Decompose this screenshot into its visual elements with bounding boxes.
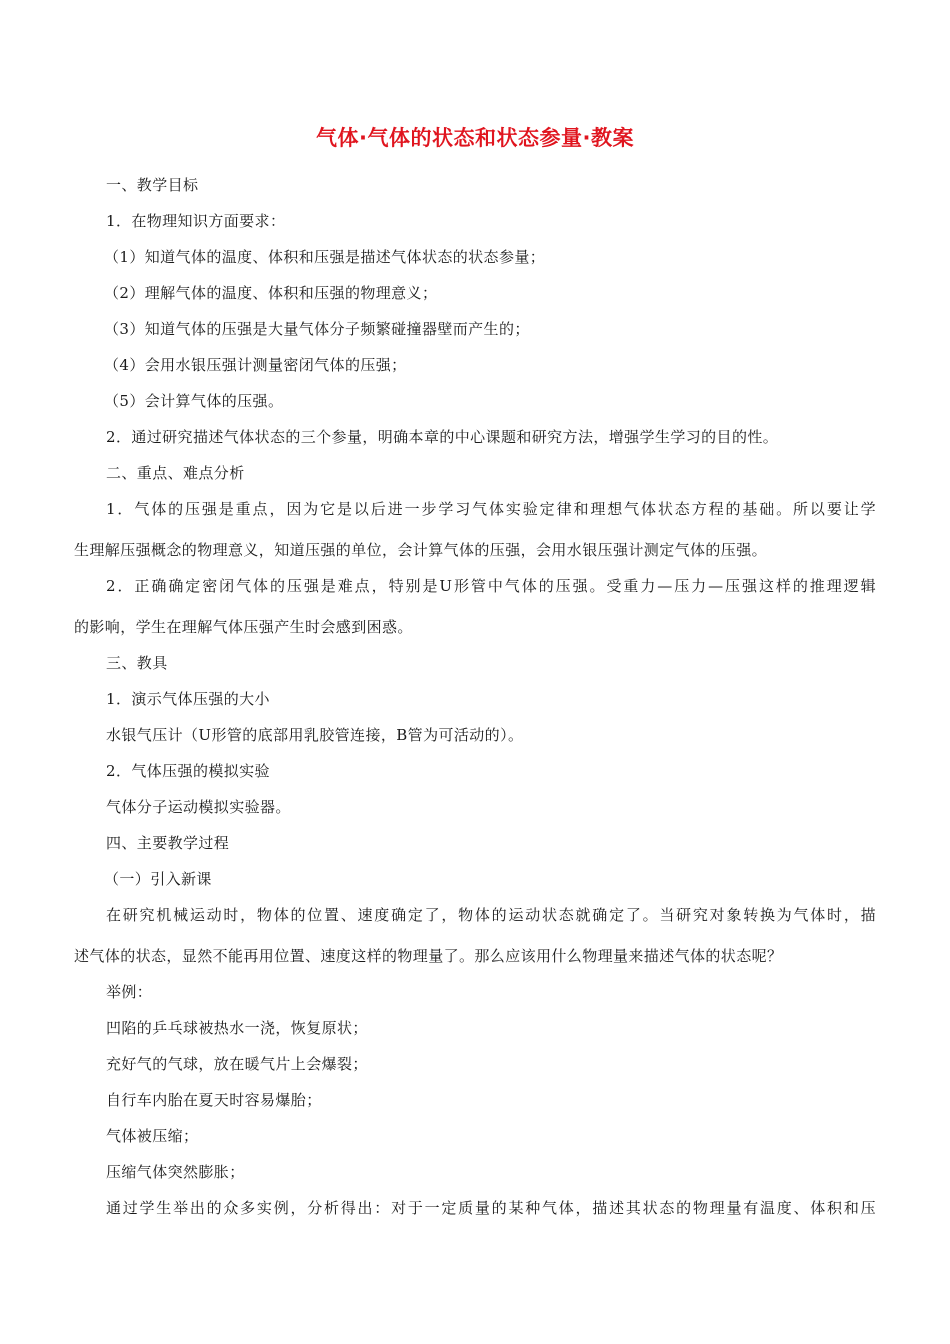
paragraph-line: （2）理解气体的温度、体积和压强的物理意义； [104, 284, 438, 302]
list-item: 自行车内胎在夏天时容易爆胎； [106, 1091, 322, 1109]
paragraph-line: （4）会用水银压强计测量密闭气体的压强； [104, 356, 407, 374]
section-heading-equipment: 三、教具 [106, 654, 168, 672]
paragraph-line: 1．气体的压强是重点，因为它是以后进一步学习气体实验定律和理想气体状态方程的基础。所以要让学 [106, 500, 876, 518]
section-heading-objectives: 一、教学目标 [106, 176, 199, 194]
paragraph-line: 1．演示气体压强的大小 [106, 690, 270, 708]
paragraph-line: 举例： [106, 983, 153, 1001]
paragraph-line: 生理解压强概念的物理意义，知道压强的单位，会计算气体的压强，会用水银压强计测定气体的压强。 [74, 541, 768, 559]
section-heading-key-points: 二、重点、难点分析 [106, 464, 245, 482]
list-item: 凹陷的乒乓球被热水一浇，恢复原状； [106, 1019, 368, 1037]
paragraph-line: 的影响，学生在理解气体压强产生时会感到困惑。 [74, 618, 413, 636]
paragraph-line: 2．正确确定密闭气体的压强是难点，特别是U形管中气体的压强。受重力—压力—压强这样的推理逻辑 [106, 577, 876, 595]
paragraph-line: 水银气压计（U形管的底部用乳胶管连接，B管为可活动的）。 [106, 726, 524, 744]
paragraph-line: 1．在物理知识方面要求： [106, 212, 286, 230]
subsection-heading: （一）引入新课 [104, 870, 212, 888]
paragraph-line: （5）会计算气体的压强。 [104, 392, 284, 410]
paragraph-line: 通过学生举出的众多实例，分析得出：对于一定质量的某种气体，描述其状态的物理量有温度、体积和压 [106, 1199, 876, 1217]
section-heading-process: 四、主要教学过程 [106, 834, 230, 852]
list-item: 气体被压缩； [106, 1127, 199, 1145]
paragraph-line: 述气体的状态，显然不能再用位置、速度这样的物理量了。那么应该用什么物理量来描述气体的状态呢？ [74, 947, 783, 965]
paragraph-line: （3）知道气体的压强是大量气体分子频繁碰撞器壁而产生的； [104, 320, 530, 338]
paragraph-line: 2．气体压强的模拟实验 [106, 762, 270, 780]
list-item: 压缩气体突然膨胀； [106, 1163, 245, 1181]
list-item: 充好气的气球，放在暖气片上会爆裂； [106, 1055, 368, 1073]
paragraph-line: 2．通过研究描述气体状态的三个参量，明确本章的中心课题和研究方法，增强学生学习的目的性。 [106, 428, 779, 446]
paragraph-line: （1）知道气体的温度、体积和压强是描述气体状态的状态参量； [104, 248, 546, 266]
paragraph-line: 在研究机械运动时，物体的位置、速度确定了，物体的运动状态就确定了。当研究对象转换为气体时，描 [106, 906, 876, 924]
paragraph-line: 气体分子运动模拟实验器。 [106, 798, 291, 816]
document-title: 气体·气体的状态和状态参量·教案 [316, 126, 634, 150]
